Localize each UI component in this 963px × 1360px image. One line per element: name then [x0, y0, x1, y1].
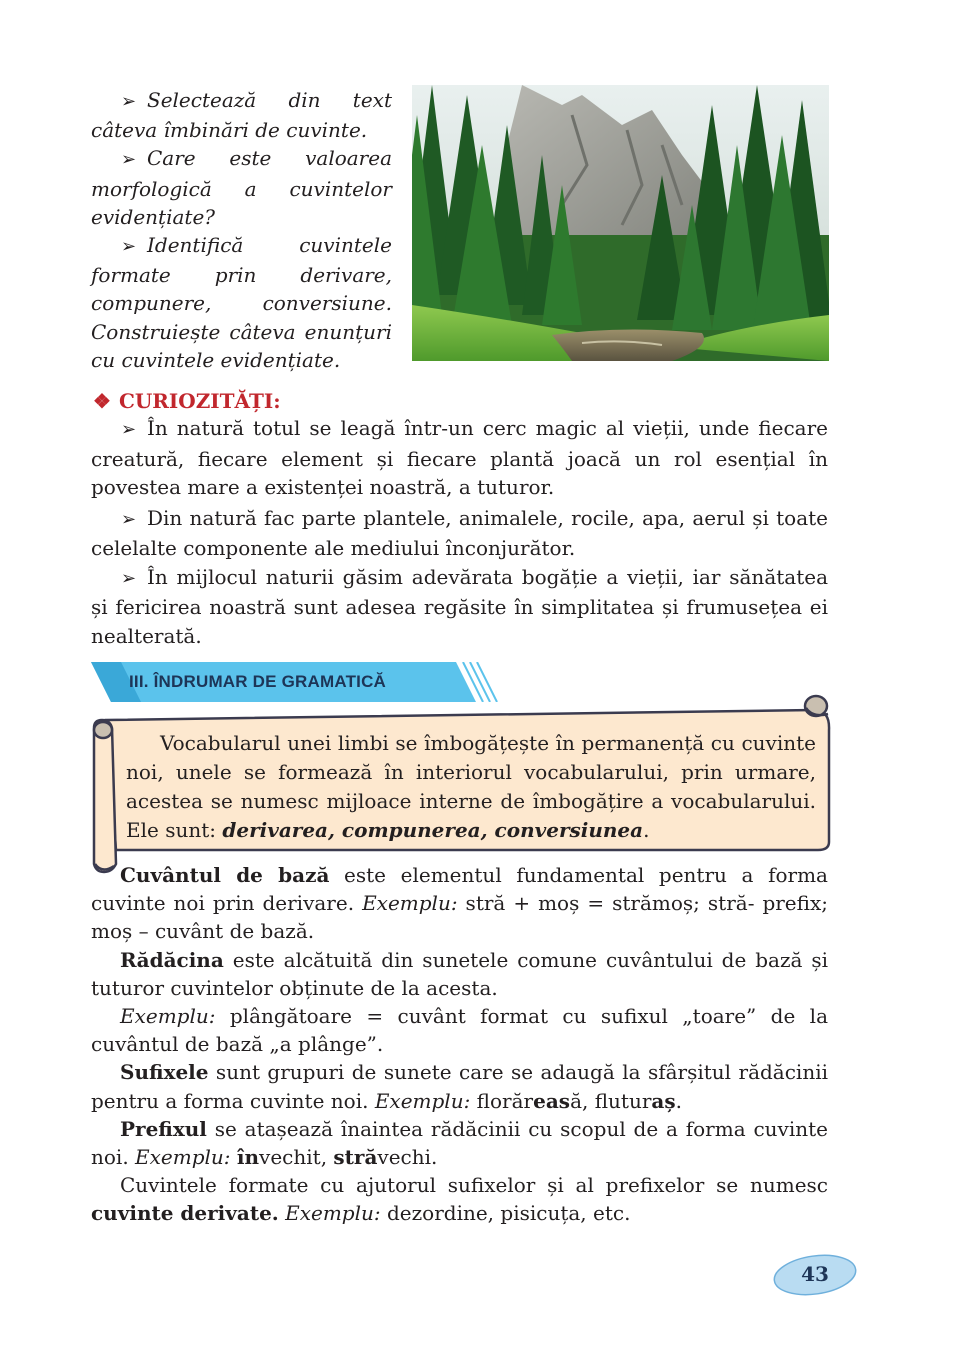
- paragraph-derived-words: Cuvintele formate cu ajutorul sufixelor și al prefixelor se numesc cuvinte derivate. Exemplu: dezordine, pisicuța, etc.: [91, 1173, 828, 1226]
- question-1: ➢ Selectează din text câteva îmbinări de cuvinte.: [91, 88, 392, 143]
- forest-river-photo: [412, 85, 829, 361]
- curiosity-item: ➢ În mijlocul naturii găsim adevărata bogăție a vieții, iar sănătatea și fericirea noastră sunt adesea regăsite în simplitatea și frumusețea ei nealterată.: [91, 564, 828, 648]
- arrow-bullet-icon: ➢: [121, 149, 137, 171]
- scroll-definition-text: Vocabularul unei limbi se îmbogățește în permanență cu cuvinte noi, unele se formează în interiorul vocabularului, prin urmare, acestea se numesc mijloace interne de îmbogățire a vocabularului. Ele sunt: derivarea, compunerea, conversiunea.: [126, 731, 816, 842]
- page-number: 43: [801, 1262, 829, 1286]
- arrow-bullet-icon: ➢: [121, 508, 137, 530]
- curiosities-list: [91, 414, 828, 650]
- emphasis-terms: derivarea, compunerea, conversiunea: [222, 818, 644, 842]
- arrow-bullet-icon: ➢: [121, 236, 137, 258]
- paragraph-base-word: Cuvântul de bază este elementul fundamental pentru a forma cuvinte noi prin derivare. Exemplu: stră + moș = strămoș; stră- prefix; moș – cuvânt de bază.: [91, 863, 829, 944]
- paragraph-prefix: Prefixul se atașează înaintea rădăcinii cu scopul de a forma cuvinte noi. Exemplu: învechit, străvechi.: [91, 1116, 828, 1170]
- curiosity-item: ➢ Din natură fac parte plantele, animalele, rocile, apa, aerul și toate celelalte componente ale mediului înconjurător.: [91, 505, 828, 560]
- forest-illustration: [412, 85, 829, 361]
- paragraph-root-example: Exemplu: plângătoare = cuvânt format cu sufixul „toare” de la cuvântul de bază „a plânge”.: [91, 1004, 828, 1057]
- question-2: ➢ Care este valoarea morfologică a cuvintelor evidențiate?: [91, 146, 392, 229]
- exercise-questions: [91, 86, 392, 374]
- section-title: III. ÎNDRUMAR DE GRAMATICĂ: [129, 672, 387, 691]
- diamond-bullet-icon: ❖: [93, 389, 111, 413]
- arrow-bullet-icon: ➢: [121, 419, 137, 440]
- paragraph-suffixes: Sufixele sunt grupuri de sunete care se adaugă la sfârșitul rădăcinii pentru a forma cuvinte noi. Exemplu: florăreasă, fluturaș.: [91, 1060, 828, 1113]
- arrow-bullet-icon: ➢: [121, 567, 137, 589]
- grammar-body: [91, 861, 828, 1228]
- paragraph-root: Rădăcina este alcătuită din sunetele comune cuvântului de bază și tuturor cuvintelor obținute de la acesta.: [91, 947, 828, 1000]
- curiosities-heading: ❖ CURIOZITĂȚI:: [93, 389, 281, 413]
- arrow-bullet-icon: ➢: [121, 91, 137, 112]
- curiosity-item: ➢ În natură totul se leagă într-un cerc magic al vieții, unde fiecare creatură, fiecare element și fiecare plantă joacă un rol esențial în povestea mare a existenței noastră, a tuturor.: [91, 416, 828, 499]
- question-3: ➢ Identifică cuvintele formate prin derivare, compunere, conversiune. Construiește câteva enunțuri cu cuvintele evidențiate.: [91, 233, 392, 372]
